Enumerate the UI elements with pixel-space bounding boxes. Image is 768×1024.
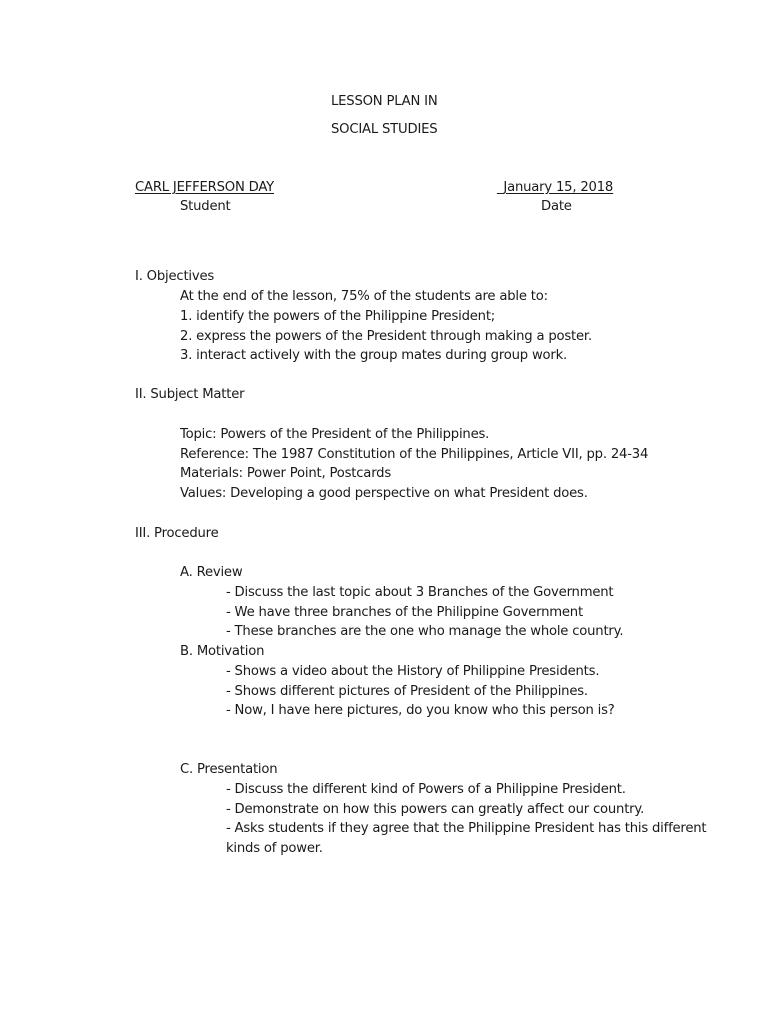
- presentation-label: C. Presentation: [180, 762, 278, 777]
- objectives-list: [180, 307, 592, 366]
- motivation-list: [226, 662, 615, 721]
- review-item: - These branches are the one who manage the whole country.: [226, 624, 624, 640]
- subject-matter-line: Reference: The 1987 Constitution of the Philippines, Article VII, pp. 24-34: [180, 446, 649, 462]
- objectives-intro: At the end of the lesson, 75% of the students are able to:: [180, 289, 548, 304]
- student-name: CARL JEFFERSON DAY: [135, 180, 275, 195]
- objective-item: 1. identify the powers of the Philippine President;: [180, 309, 496, 324]
- student-caption: Student: [180, 199, 231, 214]
- subject-matter-heading: II. Subject Matter: [135, 387, 245, 402]
- subject-matter-list: [180, 425, 648, 504]
- review-item: - We have three branches of the Philippine Government: [226, 604, 583, 620]
- subject-matter-line: Materials: Power Point, Postcards: [180, 466, 392, 482]
- presentation-item: - Asks students if they agree that the Philippine President has this different: [226, 821, 707, 837]
- title-line-2: SOCIAL STUDIES: [331, 122, 438, 137]
- motivation-item: - Now, I have here pictures, do you know who this person is?: [226, 703, 615, 719]
- objectives-heading: I. Objectives: [135, 269, 215, 284]
- objective-item: 2. express the powers of the President through making a poster.: [180, 328, 592, 344]
- presentation-item: - Discuss the different kind of Powers of a Philippine President.: [226, 782, 626, 797]
- presentation-list: [226, 780, 706, 859]
- review-item: - Discuss the last topic about 3 Branches of the Government: [226, 585, 614, 600]
- motivation-label: B. Motivation: [180, 644, 265, 659]
- procedure-heading: III. Procedure: [135, 526, 219, 541]
- subject-matter-line: Values: Developing a good perspective on what President does.: [180, 486, 588, 502]
- subject-matter-line: Topic: Powers of the President of the Philippines.: [180, 427, 490, 442]
- objective-item: 3. interact actively with the group mates during group work.: [180, 348, 568, 364]
- motivation-item: - Shows different pictures of President of the Philippines.: [226, 683, 588, 699]
- title-line-1: LESSON PLAN IN: [331, 94, 438, 109]
- presentation-item: kinds of power.: [226, 841, 323, 857]
- review-list: [226, 583, 623, 642]
- date-caption: Date: [541, 199, 572, 214]
- review-label: A. Review: [180, 565, 243, 580]
- presentation-item: - Demonstrate on how this powers can greatly affect our country.: [226, 801, 645, 817]
- lesson-date: _January 15, 2018: [497, 180, 614, 195]
- motivation-item: - Shows a video about the History of Philippine Presidents.: [226, 664, 600, 679]
